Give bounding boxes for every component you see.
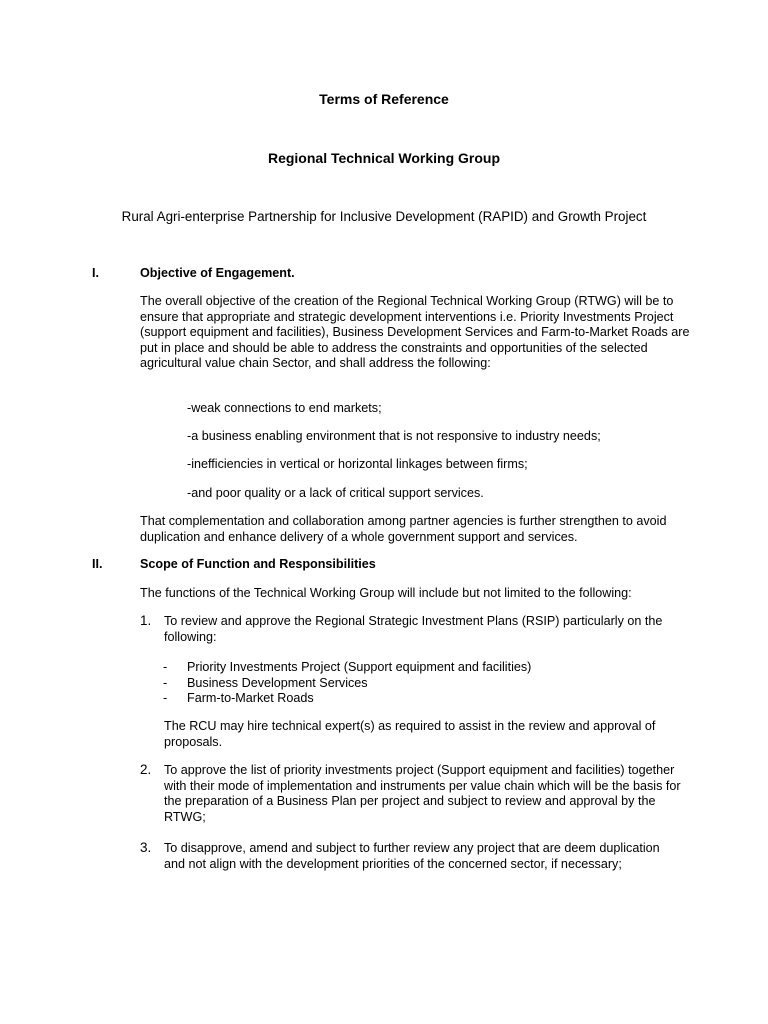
function-1-note: The RCU may hire technical expert(s) as required to assist in the review and approval of proposals. [164, 719, 656, 749]
function-text: To disapprove, amend and subject to further review any project that are deem duplication and not align with the development priorities of the concerned sector, if necessary; [164, 841, 660, 871]
section-2-heading: Scope of Function and Responsibilities [140, 557, 376, 571]
subitem-text: Farm-to-Market Roads [187, 691, 314, 705]
section-2-intro: The functions of the Technical Working Group will include but not limited to the following: [140, 586, 632, 600]
section-2-numeral: II. [92, 557, 103, 571]
section-1-numeral: I. [92, 266, 99, 280]
dash-marker: - [163, 660, 168, 674]
subitem-text: Priority Investments Project (Support equipment and facilities) [187, 660, 532, 674]
objective-item: -a business enabling environment that is not responsive to industry needs; [187, 429, 601, 443]
objective-item: -inefficiencies in vertical or horizontal linkages between firms; [187, 457, 528, 471]
document-title: Terms of Reference [319, 91, 449, 107]
dash-marker: - [163, 676, 168, 690]
section-1-heading: Objective of Engagement. [140, 266, 295, 280]
function-number: 2. [140, 762, 152, 777]
function-text: To approve the list of priority investments project (Support equipment and facilities) together with their mode of implementation and instruments per value chain which will be the basis for the preparation of a Business Plan per project and subject to review and approval by the RTWG; [164, 763, 681, 824]
function-number: 3. [140, 840, 152, 855]
objective-item: -weak connections to end markets; [187, 401, 382, 415]
document-subtitle: Regional Technical Working Group [267, 150, 501, 166]
function-number: 1. [140, 613, 152, 628]
subitem-text: Business Development Services [187, 676, 368, 690]
section-1-intro: The overall objective of the creation of the Regional Technical Working Group (RTWG) will be to ensure that appropriate and strategic development interventions i.e. Priority Investments Project (support equipment and facilities), Business Development Services and Farm-to-Market Roads are put in place and should be able to address the constraints and opportunities of the selected agricultural value chain Sector, and shall address the following: [140, 294, 690, 371]
section-1-closing: That complementation and collaboration among partner agencies is further strengthen to avoid duplication and enhance delivery of a whole government support and services. [140, 514, 667, 544]
dash-marker: - [163, 691, 168, 705]
function-text: To review and approve the Regional Strategic Investment Plans (RSIP) particularly on the following: [164, 614, 663, 644]
objective-item: -and poor quality or a lack of critical support services. [187, 486, 484, 500]
project-name: Rural Agri-enterprise Partnership for Inclusive Development (RAPID) and Growth Project [121, 209, 647, 224]
